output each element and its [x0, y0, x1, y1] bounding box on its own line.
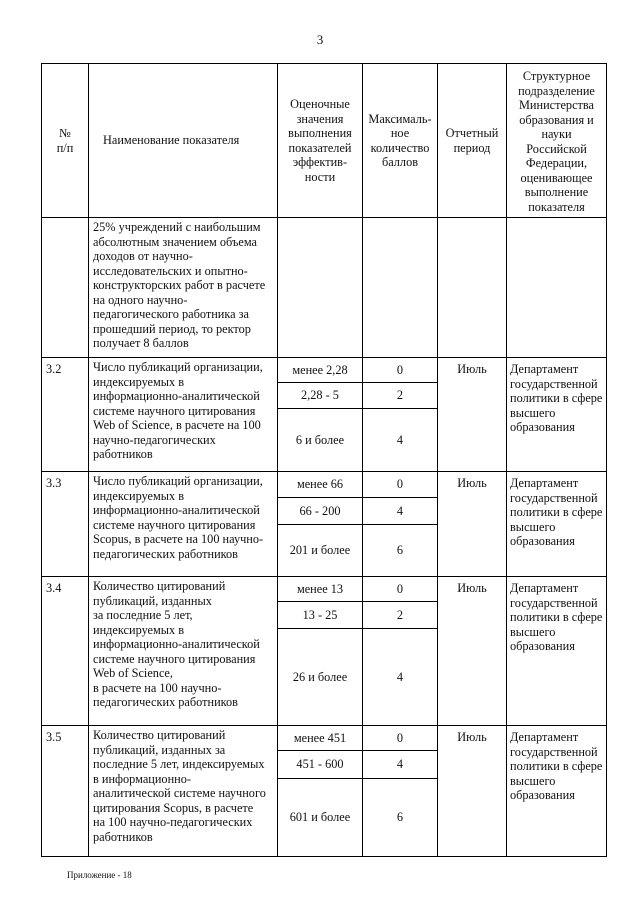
indicator-number: 3.2 [42, 358, 89, 472]
header-department: Структурное подразделение Министерства образования и науки Российской Федерации, оценивающее выполнение показателя [507, 64, 607, 218]
indicator-department: Департамент государственной политики в сфере высшего образования [507, 577, 607, 726]
band-max-points: 4 [363, 409, 438, 472]
band-value: 201 и более [278, 525, 363, 577]
band-max-points: 4 [363, 498, 438, 525]
band-value: 2,28 - 5 [278, 383, 363, 409]
band-value: менее 451 [278, 726, 363, 751]
band-max-points: 4 [363, 751, 438, 779]
indicator-number: 3.4 [42, 577, 89, 726]
indicator-row [42, 472, 607, 498]
indicator-department: Департамент государственной политики в сфере высшего образования [507, 358, 607, 472]
band-max-points: 2 [363, 602, 438, 629]
header-indicator-name: Наименование показателя [89, 64, 278, 218]
indicators-table [41, 63, 607, 857]
band-max-points: 2 [363, 383, 438, 409]
band-max-points: 4 [363, 629, 438, 726]
band-value: 451 - 600 [278, 751, 363, 779]
continuation-period [438, 218, 507, 358]
band-value: менее 13 [278, 577, 363, 602]
band-value: 26 и более [278, 629, 363, 726]
indicator-department: Департамент государственной политики в сфере высшего образования [507, 726, 607, 857]
band-value: 601 и более [278, 779, 363, 857]
header-max-points: Максималь- ное количество баллов [363, 64, 438, 218]
header-number: № п/п [42, 64, 89, 218]
continuation-max [363, 218, 438, 358]
continuation-values [278, 218, 363, 358]
indicator-name: Количество цитирований публикаций, изданных за последние 5 лет, индексируемых в информационно- аналитической системе научного цитирования Scopus, в расчете на 100 научно-педагогических работников [89, 726, 278, 857]
indicator-name: Число публикаций организации, индексируемых в информационно-аналитической системе научного цитирования Scopus, в расчете на 100 научно- педагогических работников [89, 472, 278, 577]
header-period: Отчетный период [438, 64, 507, 218]
band-value: менее 2,28 [278, 358, 363, 383]
indicator-department: Департамент государственной политики в сфере высшего образования [507, 472, 607, 577]
table-header-row [42, 64, 607, 218]
indicator-row [42, 577, 607, 602]
continuation-row [42, 218, 607, 358]
continuation-no [42, 218, 89, 358]
band-value: менее 66 [278, 472, 363, 498]
band-value: 6 и более [278, 409, 363, 472]
continuation-department [507, 218, 607, 358]
header-values: Оценочные значения выполнения показателей эффектив- ности [278, 64, 363, 218]
page-number: 3 [316, 32, 324, 47]
indicator-name: Количество цитирований публикаций, изданных за последние 5 лет, индексируемых в информационно-аналитической системе научного цитирования Web of Science, в расчете на 100 научно- педагогических работников [89, 577, 278, 726]
indicator-number: 3.3 [42, 472, 89, 577]
band-value: 66 - 200 [278, 498, 363, 525]
indicator-period: Июль [438, 472, 507, 577]
indicator-name: Число публикаций организации, индексируемых в информационно-аналитической системе научного цитирования Web of Science, в расчете на 100 научно-педагогических работников [89, 358, 278, 472]
band-max-points: 6 [363, 779, 438, 857]
band-max-points: 0 [363, 726, 438, 751]
continuation-text: 25% учреждений с наибольшим абсолютным значением объема доходов от научно- исследовательских и опытно- конструкторских работ в расчете на одного научно- педагогического работника за прошедший период, то ректор получает 8 баллов [89, 218, 278, 358]
indicator-number: 3.5 [42, 726, 89, 857]
indicator-period: Июль [438, 358, 507, 472]
band-max-points: 0 [363, 577, 438, 602]
band-max-points: 6 [363, 525, 438, 577]
band-value: 13 - 25 [278, 602, 363, 629]
indicator-period: Июль [438, 577, 507, 726]
indicator-period: Июль [438, 726, 507, 857]
indicator-row [42, 726, 607, 751]
band-max-points: 0 [363, 472, 438, 498]
footer-appendix-label: Приложение - 18 [67, 870, 132, 880]
indicator-row [42, 358, 607, 383]
band-max-points: 0 [363, 358, 438, 383]
